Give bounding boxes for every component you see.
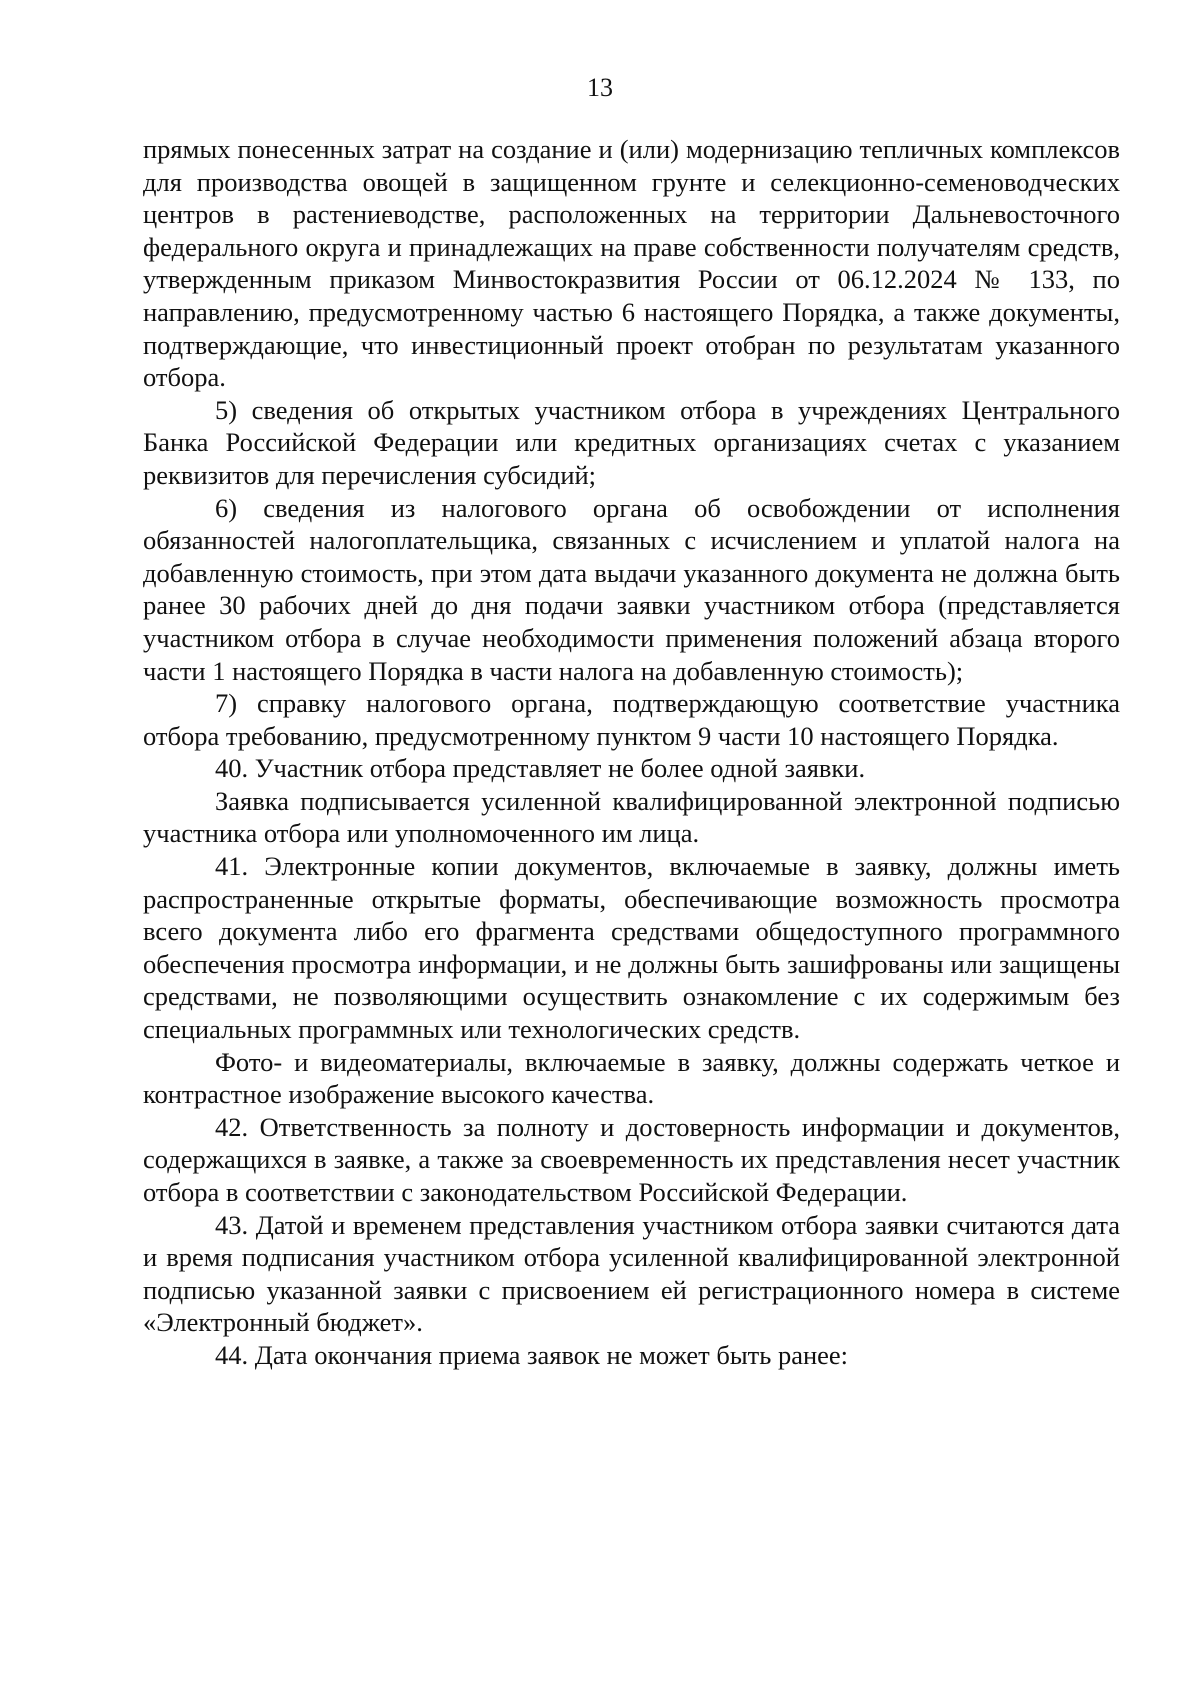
document-body [143,133,1120,1372]
paragraph-clause-41-media: Фото- и видеоматериалы, включаемые в заявку, должны содержать четкое и контрастное изображение высокого качества. [143,1046,1120,1110]
page-number: 13 [587,73,613,102]
paragraph-item-5-bank-accounts: 5) сведения об открытых участником отбора в учреждениях Центрального Банка Российской Федерации или кредитных организациях счетах с указанием реквизитов для перечисления субсидий; [143,394,1120,490]
paragraph-clause-40: 40. Участник отбора представляет не более одной заявки. [215,753,866,784]
paragraph-item-6-tax-exemption: 6) сведения из налогового органа об освобождении от исполнения обязанностей налогоплательщика, связанных с исчислением и уплатой налога на добавленную стоимость, при этом дата выдачи указанного документа не должна быть ранее 30 рабочих дней до дня подачи заявки участником отбора (представляется участником отбора в случае необходимости применения положений абзаца второго части 1 настоящего Порядка в части налога на добавленную стоимость); [143,492,1120,686]
paragraph-investment-project-docs: прямых понесенных затрат на создание и (или) модернизацию тепличных комплексов для производства овощей в защищенном грунте и селекционно-семеноводческих центров в растениеводстве, расположенных на территории Дальневосточного федерального округа и принадлежащих на праве собственности получателям средств, утвержденным приказом Минвостокразвития России от 06.12.2024 № 133, по направлению, предусмотренному частью 6 настоящего Порядка, а также документы, подтверждающие, что инвестиционный проект отобран по результатам указанного отбора. [143,134,1120,393]
paragraph-clause-40-signature: Заявка подписывается усиленной квалифицированной электронной подписью участника отбора или уполномоченного им лица. [143,785,1120,849]
paragraph-clause-44: 44. Дата окончания приема заявок не может быть ранее: [215,1339,849,1370]
paragraph-clause-42: 42. Ответственность за полноту и достоверность информации и документов, содержащихся в заявке, а также за своевременность их представления несет участник отбора в соответствии с законодательством Российской Федерации. [143,1111,1120,1207]
paragraph-clause-41: 41. Электронные копии документов, включаемые в заявку, должны иметь распространенные открытые форматы, обеспечивающие возможность просмотра всего документа либо его фрагмента средствами общедоступного программного обеспечения просмотра информации, и не должны быть зашифрованы или защищены средствами, не позволяющими осуществить ознакомление с их содержимым без специальных программных или технологических средств. [143,851,1120,1045]
paragraph-item-7-tax-certificate: 7) справку налогового органа, подтверждающую соответствие участника отбора требованию, предусмотренному пунктом 9 части 10 настоящего Порядка. [143,688,1120,751]
paragraph-clause-43: 43. Датой и временем представления участником отбора заявки считаются дата и время подписания участником отбора усиленной квалифицированной электронной подписью указанной заявки с присвоением ей регистрационного номера в системе «Электронный бюджет». [143,1209,1120,1338]
